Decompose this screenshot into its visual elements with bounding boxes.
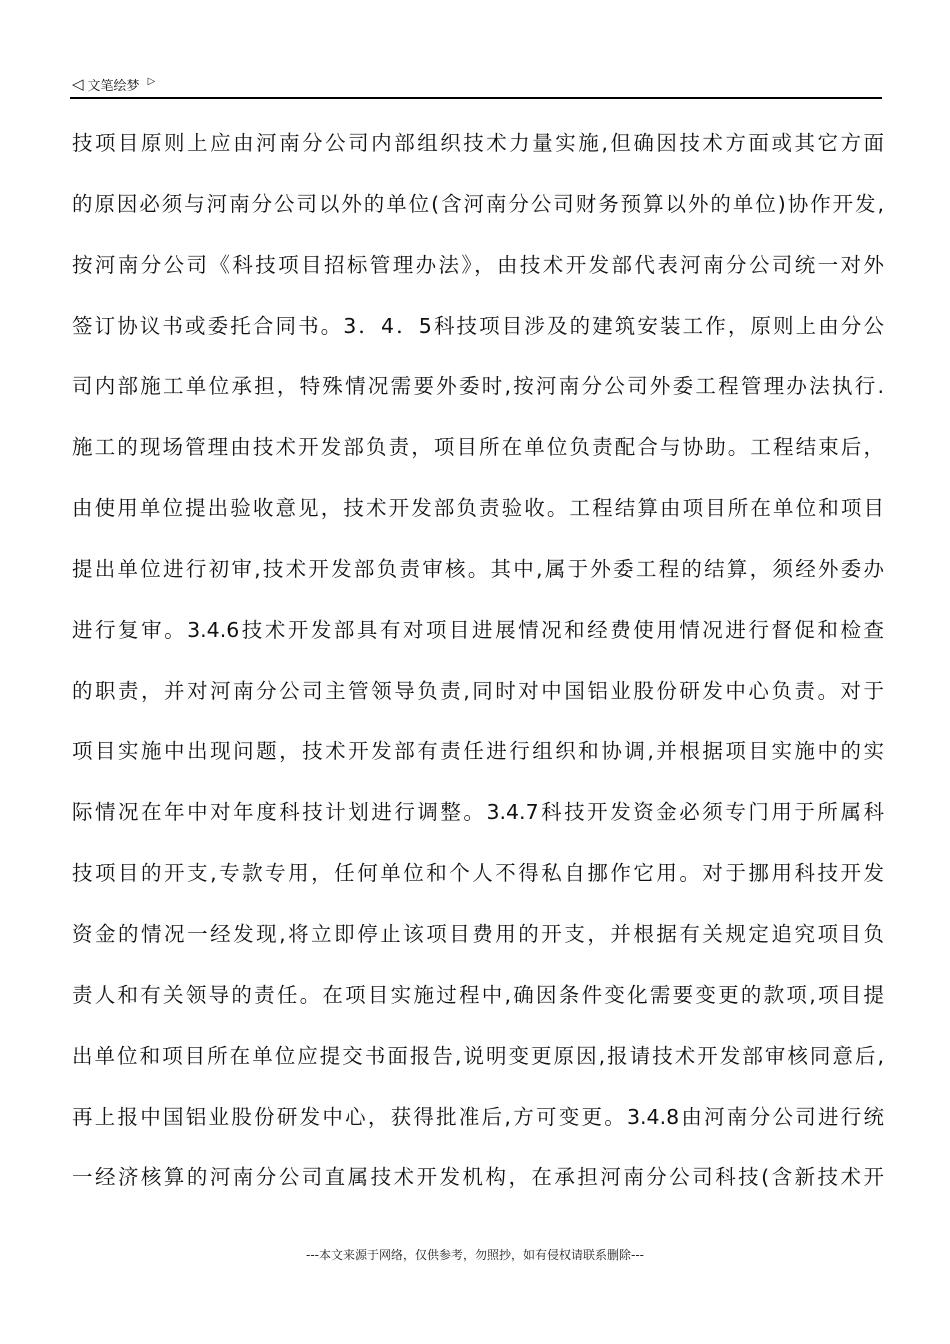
text-line: 责人和有关领导的责任。在项目实施过程中,确因条件变化需要变更的款项,项目提 — [72, 982, 884, 1007]
text-line: 施工的现场管理由技术开发部负责，项目所在单位负责配合与协助。工程结束后， — [72, 435, 884, 460]
text-line: 项目实施中出现问题，技术开发部有责任进行组织和协调,并根据项目实施中的实 — [72, 739, 884, 764]
right-triangle-icon: ▷ — [147, 75, 156, 87]
text-line: 再上报中国铝业股份研发中心，获得批准后,方可变更。3.4.8由河南分公司进行统 — [72, 1104, 884, 1129]
text-line: 资金的情况一经发现,将立即停止该项目费用的开支，并根据有关规定追究项目负 — [72, 921, 884, 946]
text-line: 司内部施工单位承担，特殊情况需要外委时,按河南分公司外委工程管理办法执行. — [72, 374, 884, 399]
text-line: 进行复审。3.4.6技术开发部具有对项目进展情况和经费使用情况进行督促和检查 — [72, 617, 884, 642]
text-line: 由使用单位提出验收意见，技术开发部负责验收。工程结算由项目所在单位和项目 — [72, 496, 884, 521]
document-body — [72, 121, 884, 1216]
text-line: 技项目原则上应由河南分公司内部组织技术力量实施,但确因技术方面或其它方面 — [72, 131, 884, 155]
header-title: 文笔绘梦 — [87, 78, 140, 94]
text-line: 按河南分公司《科技项目招标管理办法》，由技术开发部代表河南分公司统一对外 — [72, 252, 884, 277]
text-line: 的职责，并对河南分公司主管领导负责,同时对中国铝业股份研发中心负责。对于 — [72, 678, 884, 703]
text-line: 的原因必须与河南分公司以外的单位(含河南分公司财务预算以外的单位)协作开发, — [72, 191, 884, 216]
text-line: 一经济核算的河南分公司直属技术开发机构，在承担河南分公司科技(含新技术开 — [72, 1165, 884, 1190]
left-triangle-icon: ◁ — [72, 75, 84, 93]
text-line: 签订协议书或委托合同书。3．4．5科技项目涉及的建筑安装工作，原则上由分公 — [72, 313, 884, 338]
text-line: 技项目的开支,专款专用，任何单位和个人不得私自挪作它用。对于挪用科技开发 — [72, 861, 884, 886]
header-divider — [70, 97, 882, 99]
page-header — [72, 72, 155, 96]
text-line: 际情况在年中对年度科技计划进行调整。3.4.7科技开发资金必须专门用于所属科 — [72, 800, 884, 825]
text-line: 提出单位进行初审,技术开发部负责审核。其中,属于外委工程的结算，须经外委办 — [72, 556, 884, 581]
text-line: 出单位和项目所在单位应提交书面报告,说明变更原因,报请技术开发部审核同意后, — [72, 1043, 884, 1068]
page-footer: ---本文来源于网络，仅供参考，勿照抄，如有侵权请联系删除--- — [306, 1248, 644, 1262]
